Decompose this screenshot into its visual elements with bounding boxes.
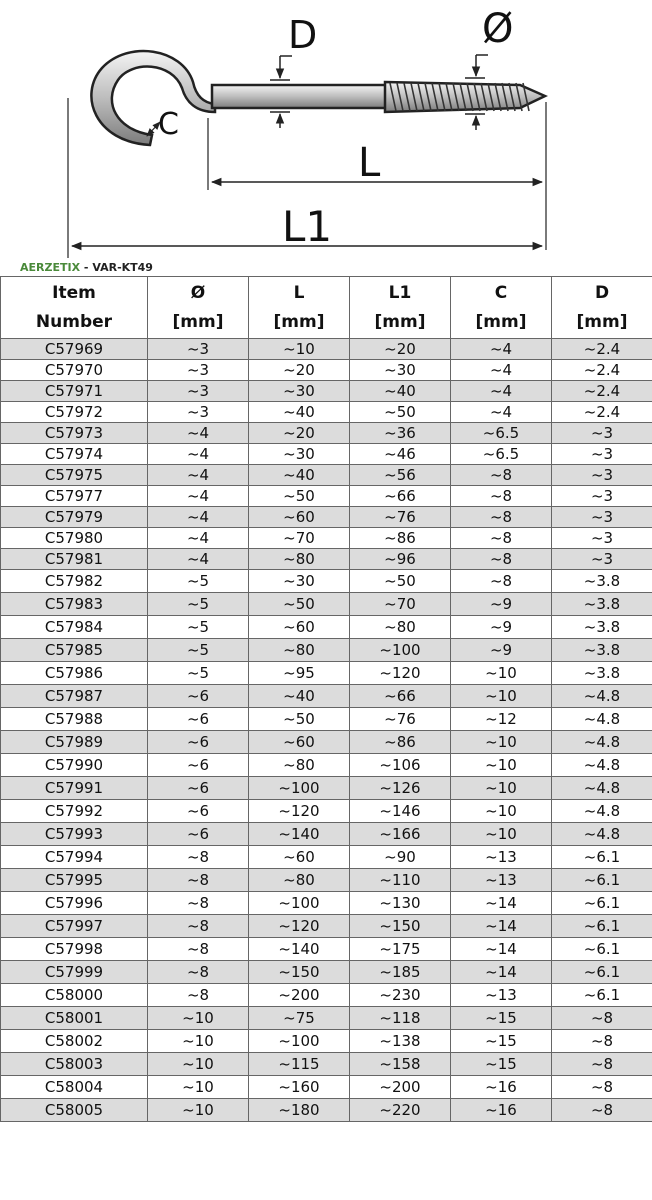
cell-total-length: ~86: [350, 528, 451, 549]
cell-d-shank: ~6.1: [552, 984, 652, 1007]
cell-item-number: C58002: [1, 1030, 148, 1053]
cell-d-shank: ~3: [552, 423, 652, 444]
cell-c-opening: ~10: [451, 662, 552, 685]
cell-length: ~140: [249, 823, 350, 846]
cell-diameter: ~6: [148, 823, 249, 846]
cell-c-opening: ~8: [451, 528, 552, 549]
cell-item-number: C57988: [1, 708, 148, 731]
cell-total-length: ~166: [350, 823, 451, 846]
table-row: [1, 444, 652, 465]
cell-total-length: ~70: [350, 593, 451, 616]
header-item-number-title: Item: [52, 282, 96, 303]
header-item-number: [1, 277, 148, 339]
cell-c-opening: ~16: [451, 1076, 552, 1099]
table-row: [1, 846, 652, 869]
cell-item-number: C57995: [1, 869, 148, 892]
table-row: [1, 339, 652, 360]
cell-c-opening: ~13: [451, 984, 552, 1007]
cell-c-opening: ~10: [451, 731, 552, 754]
cell-total-length: ~158: [350, 1053, 451, 1076]
cell-length: ~60: [249, 846, 350, 869]
diameter-label: Ø: [482, 6, 514, 52]
cell-diameter: ~3: [148, 339, 249, 360]
cell-c-opening: ~10: [451, 823, 552, 846]
cell-item-number: C57980: [1, 528, 148, 549]
cell-item-number: C57981: [1, 549, 148, 570]
cell-diameter: ~8: [148, 915, 249, 938]
cell-d-shank: ~2.4: [552, 381, 652, 402]
header-diameter-title: Ø: [190, 282, 206, 303]
table-row: [1, 731, 652, 754]
table-row: [1, 754, 652, 777]
cell-length: ~120: [249, 915, 350, 938]
cell-d-shank: ~6.1: [552, 892, 652, 915]
cell-diameter: ~8: [148, 869, 249, 892]
cell-diameter: ~3: [148, 381, 249, 402]
table-row: [1, 961, 652, 984]
cell-total-length: ~130: [350, 892, 451, 915]
cell-diameter: ~8: [148, 846, 249, 869]
table-row: [1, 777, 652, 800]
cell-c-opening: ~14: [451, 915, 552, 938]
cell-d-shank: ~8: [552, 1076, 652, 1099]
cell-d-shank: ~6.1: [552, 915, 652, 938]
c-label: C: [158, 107, 179, 142]
cell-length: ~20: [249, 423, 350, 444]
cell-item-number: C57982: [1, 570, 148, 593]
cell-diameter: ~5: [148, 570, 249, 593]
cell-length: ~50: [249, 486, 350, 507]
cell-diameter: ~8: [148, 892, 249, 915]
header-total-length-unit: [mm]: [374, 311, 426, 332]
hook-part: [91, 51, 215, 145]
cell-total-length: ~66: [350, 685, 451, 708]
cell-item-number: C58000: [1, 984, 148, 1007]
cell-d-shank: ~4.8: [552, 708, 652, 731]
cell-item-number: C57971: [1, 381, 148, 402]
cell-total-length: ~150: [350, 915, 451, 938]
table-row: [1, 465, 652, 486]
table-row: [1, 528, 652, 549]
cell-total-length: ~110: [350, 869, 451, 892]
cell-length: ~100: [249, 777, 350, 800]
cell-diameter: ~6: [148, 800, 249, 823]
cell-d-shank: ~3: [552, 486, 652, 507]
cell-item-number: C58001: [1, 1007, 148, 1030]
table-row: [1, 892, 652, 915]
cell-length: ~40: [249, 402, 350, 423]
cell-diameter: ~10: [148, 1007, 249, 1030]
table-body: [1, 339, 652, 1122]
table-row: [1, 1099, 652, 1122]
cell-c-opening: ~14: [451, 892, 552, 915]
cell-diameter: ~3: [148, 402, 249, 423]
cell-d-shank: ~8: [552, 1007, 652, 1030]
l-label: L: [358, 140, 381, 186]
cell-total-length: ~76: [350, 708, 451, 731]
cell-length: ~50: [249, 593, 350, 616]
cell-d-shank: ~4.8: [552, 777, 652, 800]
cell-d-shank: ~3: [552, 507, 652, 528]
cell-c-opening: ~10: [451, 754, 552, 777]
cell-total-length: ~46: [350, 444, 451, 465]
cell-c-opening: ~4: [451, 339, 552, 360]
table-row: [1, 423, 652, 444]
cell-c-opening: ~14: [451, 938, 552, 961]
product-code: VAR-KT49: [92, 261, 153, 274]
cell-total-length: ~50: [350, 402, 451, 423]
cell-length: ~95: [249, 662, 350, 685]
header-d-shank-unit: [mm]: [576, 311, 628, 332]
cell-length: ~75: [249, 1007, 350, 1030]
cell-total-length: ~175: [350, 938, 451, 961]
table-row: [1, 938, 652, 961]
cell-item-number: C57983: [1, 593, 148, 616]
table-row: [1, 984, 652, 1007]
table-row: [1, 1053, 652, 1076]
cell-total-length: ~106: [350, 754, 451, 777]
cell-c-opening: ~12: [451, 708, 552, 731]
cell-length: ~115: [249, 1053, 350, 1076]
l1-label: L1: [282, 202, 333, 251]
cell-length: ~120: [249, 800, 350, 823]
table-row: [1, 381, 652, 402]
header-c-opening-unit: [mm]: [475, 311, 527, 332]
cell-diameter: ~8: [148, 961, 249, 984]
cell-length: ~100: [249, 1030, 350, 1053]
brand-separator: -: [80, 261, 93, 274]
table-row: [1, 869, 652, 892]
cell-d-shank: ~6.1: [552, 961, 652, 984]
cell-item-number: C57987: [1, 685, 148, 708]
cell-item-number: C57991: [1, 777, 148, 800]
cell-item-number: C57972: [1, 402, 148, 423]
cell-item-number: C58004: [1, 1076, 148, 1099]
cell-total-length: ~20: [350, 339, 451, 360]
cell-length: ~30: [249, 381, 350, 402]
cell-c-opening: ~15: [451, 1007, 552, 1030]
cell-total-length: ~185: [350, 961, 451, 984]
cell-length: ~60: [249, 616, 350, 639]
header-length: [249, 277, 350, 339]
cell-d-shank: ~8: [552, 1099, 652, 1122]
cell-length: ~70: [249, 528, 350, 549]
cell-diameter: ~6: [148, 708, 249, 731]
cell-diameter: ~4: [148, 549, 249, 570]
cell-item-number: C57984: [1, 616, 148, 639]
cell-total-length: ~86: [350, 731, 451, 754]
cell-length: ~60: [249, 731, 350, 754]
cell-c-opening: ~8: [451, 465, 552, 486]
cell-c-opening: ~10: [451, 777, 552, 800]
cell-length: ~180: [249, 1099, 350, 1122]
header-d-shank-title: D: [594, 282, 610, 303]
cell-total-length: ~138: [350, 1030, 451, 1053]
cell-diameter: ~5: [148, 662, 249, 685]
cell-c-opening: ~15: [451, 1053, 552, 1076]
table-row: [1, 486, 652, 507]
cell-item-number: C57990: [1, 754, 148, 777]
screw-hook-drawing: [0, 0, 652, 262]
shank-part: [212, 85, 387, 108]
header-diameter: [148, 277, 249, 339]
cell-c-opening: ~4: [451, 360, 552, 381]
cell-item-number: C57969: [1, 339, 148, 360]
cell-d-shank: ~4.8: [552, 800, 652, 823]
table-row: [1, 823, 652, 846]
cell-diameter: ~6: [148, 685, 249, 708]
table-row: [1, 639, 652, 662]
cell-d-shank: ~6.1: [552, 846, 652, 869]
cell-diameter: ~6: [148, 754, 249, 777]
cell-total-length: ~100: [350, 639, 451, 662]
cell-d-shank: ~8: [552, 1030, 652, 1053]
cell-total-length: ~36: [350, 423, 451, 444]
cell-total-length: ~50: [350, 570, 451, 593]
cell-length: ~80: [249, 639, 350, 662]
cell-c-opening: ~4: [451, 402, 552, 423]
cell-d-shank: ~4.8: [552, 754, 652, 777]
cell-diameter: ~4: [148, 528, 249, 549]
cell-diameter: ~5: [148, 593, 249, 616]
cell-c-opening: ~6.5: [451, 423, 552, 444]
cell-d-shank: ~8: [552, 1053, 652, 1076]
cell-d-shank: ~3: [552, 528, 652, 549]
cell-diameter: ~6: [148, 777, 249, 800]
cell-c-opening: ~6.5: [451, 444, 552, 465]
cell-item-number: C57998: [1, 938, 148, 961]
cell-length: ~160: [249, 1076, 350, 1099]
cell-c-opening: ~15: [451, 1030, 552, 1053]
cell-total-length: ~118: [350, 1007, 451, 1030]
cell-c-opening: ~4: [451, 381, 552, 402]
table-row: [1, 662, 652, 685]
cell-diameter: ~8: [148, 984, 249, 1007]
cell-diameter: ~4: [148, 444, 249, 465]
cell-total-length: ~96: [350, 549, 451, 570]
cell-length: ~40: [249, 465, 350, 486]
cell-length: ~80: [249, 754, 350, 777]
cell-item-number: C57994: [1, 846, 148, 869]
cell-length: ~40: [249, 685, 350, 708]
cell-d-shank: ~2.4: [552, 339, 652, 360]
d-dimension: [270, 13, 317, 128]
cell-c-opening: ~9: [451, 593, 552, 616]
table-row: [1, 593, 652, 616]
cell-d-shank: ~3.8: [552, 593, 652, 616]
header-length-unit: [mm]: [273, 311, 325, 332]
cell-total-length: ~76: [350, 507, 451, 528]
table-row: [1, 360, 652, 381]
cell-item-number: C57974: [1, 444, 148, 465]
header-total-length: [350, 277, 451, 339]
table-row: [1, 402, 652, 423]
table-row: [1, 1007, 652, 1030]
table-row: [1, 1030, 652, 1053]
cell-length: ~140: [249, 938, 350, 961]
cell-length: ~50: [249, 708, 350, 731]
cell-item-number: C58005: [1, 1099, 148, 1122]
cell-d-shank: ~3: [552, 465, 652, 486]
cell-diameter: ~10: [148, 1076, 249, 1099]
cell-d-shank: ~3.8: [552, 639, 652, 662]
table-row: [1, 549, 652, 570]
cell-d-shank: ~4.8: [552, 731, 652, 754]
cell-item-number: C57992: [1, 800, 148, 823]
brand-caption: [20, 260, 153, 276]
cell-diameter: ~4: [148, 507, 249, 528]
cell-total-length: ~56: [350, 465, 451, 486]
table-row: [1, 685, 652, 708]
cell-total-length: ~146: [350, 800, 451, 823]
cell-d-shank: ~4.8: [552, 685, 652, 708]
table-row: [1, 616, 652, 639]
cell-total-length: ~30: [350, 360, 451, 381]
cell-length: ~80: [249, 869, 350, 892]
cell-item-number: C57989: [1, 731, 148, 754]
cell-total-length: ~200: [350, 1076, 451, 1099]
l-dimension: [208, 102, 546, 250]
cell-diameter: ~5: [148, 639, 249, 662]
cell-d-shank: ~4.8: [552, 823, 652, 846]
cell-total-length: ~120: [350, 662, 451, 685]
table-header: [1, 277, 652, 339]
cell-d-shank: ~6.1: [552, 938, 652, 961]
cell-item-number: C57986: [1, 662, 148, 685]
cell-c-opening: ~14: [451, 961, 552, 984]
table-row: [1, 507, 652, 528]
cell-item-number: C57973: [1, 423, 148, 444]
cell-item-number: C57993: [1, 823, 148, 846]
cell-diameter: ~3: [148, 360, 249, 381]
header-c-opening-title: C: [494, 282, 508, 303]
table-row: [1, 1076, 652, 1099]
cell-diameter: ~10: [148, 1099, 249, 1122]
cell-d-shank: ~6.1: [552, 869, 652, 892]
table-row: [1, 570, 652, 593]
l1-dimension: [68, 98, 542, 258]
table-row: [1, 915, 652, 938]
cell-length: ~80: [249, 549, 350, 570]
brand-name: AERZETIX: [20, 261, 81, 274]
cell-length: ~10: [249, 339, 350, 360]
cell-total-length: ~66: [350, 486, 451, 507]
cell-c-opening: ~8: [451, 486, 552, 507]
cell-d-shank: ~3.8: [552, 616, 652, 639]
cell-diameter: ~6: [148, 731, 249, 754]
cell-diameter: ~4: [148, 486, 249, 507]
cell-length: ~100: [249, 892, 350, 915]
header-item-number-unit: Number: [35, 311, 113, 332]
cell-diameter: ~10: [148, 1053, 249, 1076]
cell-total-length: ~126: [350, 777, 451, 800]
cell-item-number: C57977: [1, 486, 148, 507]
table-row: [1, 800, 652, 823]
cell-total-length: ~80: [350, 616, 451, 639]
cell-length: ~150: [249, 961, 350, 984]
cell-length: ~30: [249, 444, 350, 465]
cell-diameter: ~5: [148, 616, 249, 639]
cell-total-length: ~220: [350, 1099, 451, 1122]
cell-item-number: C57979: [1, 507, 148, 528]
cell-c-opening: ~16: [451, 1099, 552, 1122]
cell-d-shank: ~3: [552, 549, 652, 570]
cell-item-number: C58003: [1, 1053, 148, 1076]
cell-c-opening: ~8: [451, 507, 552, 528]
cell-diameter: ~8: [148, 938, 249, 961]
header-length-title: L: [293, 282, 305, 303]
diameter-dimension: [465, 6, 513, 130]
table-row: [1, 708, 652, 731]
cell-c-opening: ~13: [451, 846, 552, 869]
header-diameter-unit: [mm]: [172, 311, 224, 332]
cell-diameter: ~4: [148, 465, 249, 486]
cell-item-number: C57970: [1, 360, 148, 381]
header-row: [1, 277, 652, 339]
cell-c-opening: ~9: [451, 639, 552, 662]
header-c-opening: [451, 277, 552, 339]
cell-diameter: ~4: [148, 423, 249, 444]
header-d-shank: [552, 277, 652, 339]
cell-d-shank: ~3: [552, 444, 652, 465]
cell-total-length: ~230: [350, 984, 451, 1007]
cell-length: ~200: [249, 984, 350, 1007]
cell-d-shank: ~3.8: [552, 662, 652, 685]
cell-total-length: ~40: [350, 381, 451, 402]
screw-hook-diagram: [0, 0, 652, 262]
cell-d-shank: ~2.4: [552, 360, 652, 381]
cell-c-opening: ~13: [451, 869, 552, 892]
cell-c-opening: ~9: [451, 616, 552, 639]
cell-d-shank: ~3.8: [552, 570, 652, 593]
cell-length: ~60: [249, 507, 350, 528]
cell-item-number: C57997: [1, 915, 148, 938]
thread-part: [385, 82, 545, 112]
cell-item-number: C57996: [1, 892, 148, 915]
d-label: D: [288, 13, 318, 57]
cell-length: ~30: [249, 570, 350, 593]
specification-table: [0, 276, 652, 1122]
cell-item-number: C57999: [1, 961, 148, 984]
cell-diameter: ~10: [148, 1030, 249, 1053]
cell-item-number: C57985: [1, 639, 148, 662]
cell-c-opening: ~8: [451, 549, 552, 570]
cell-c-opening: ~10: [451, 800, 552, 823]
cell-total-length: ~90: [350, 846, 451, 869]
header-total-length-title: L1: [388, 282, 412, 303]
cell-d-shank: ~2.4: [552, 402, 652, 423]
cell-item-number: C57975: [1, 465, 148, 486]
cell-c-opening: ~10: [451, 685, 552, 708]
cell-c-opening: ~8: [451, 570, 552, 593]
cell-length: ~20: [249, 360, 350, 381]
